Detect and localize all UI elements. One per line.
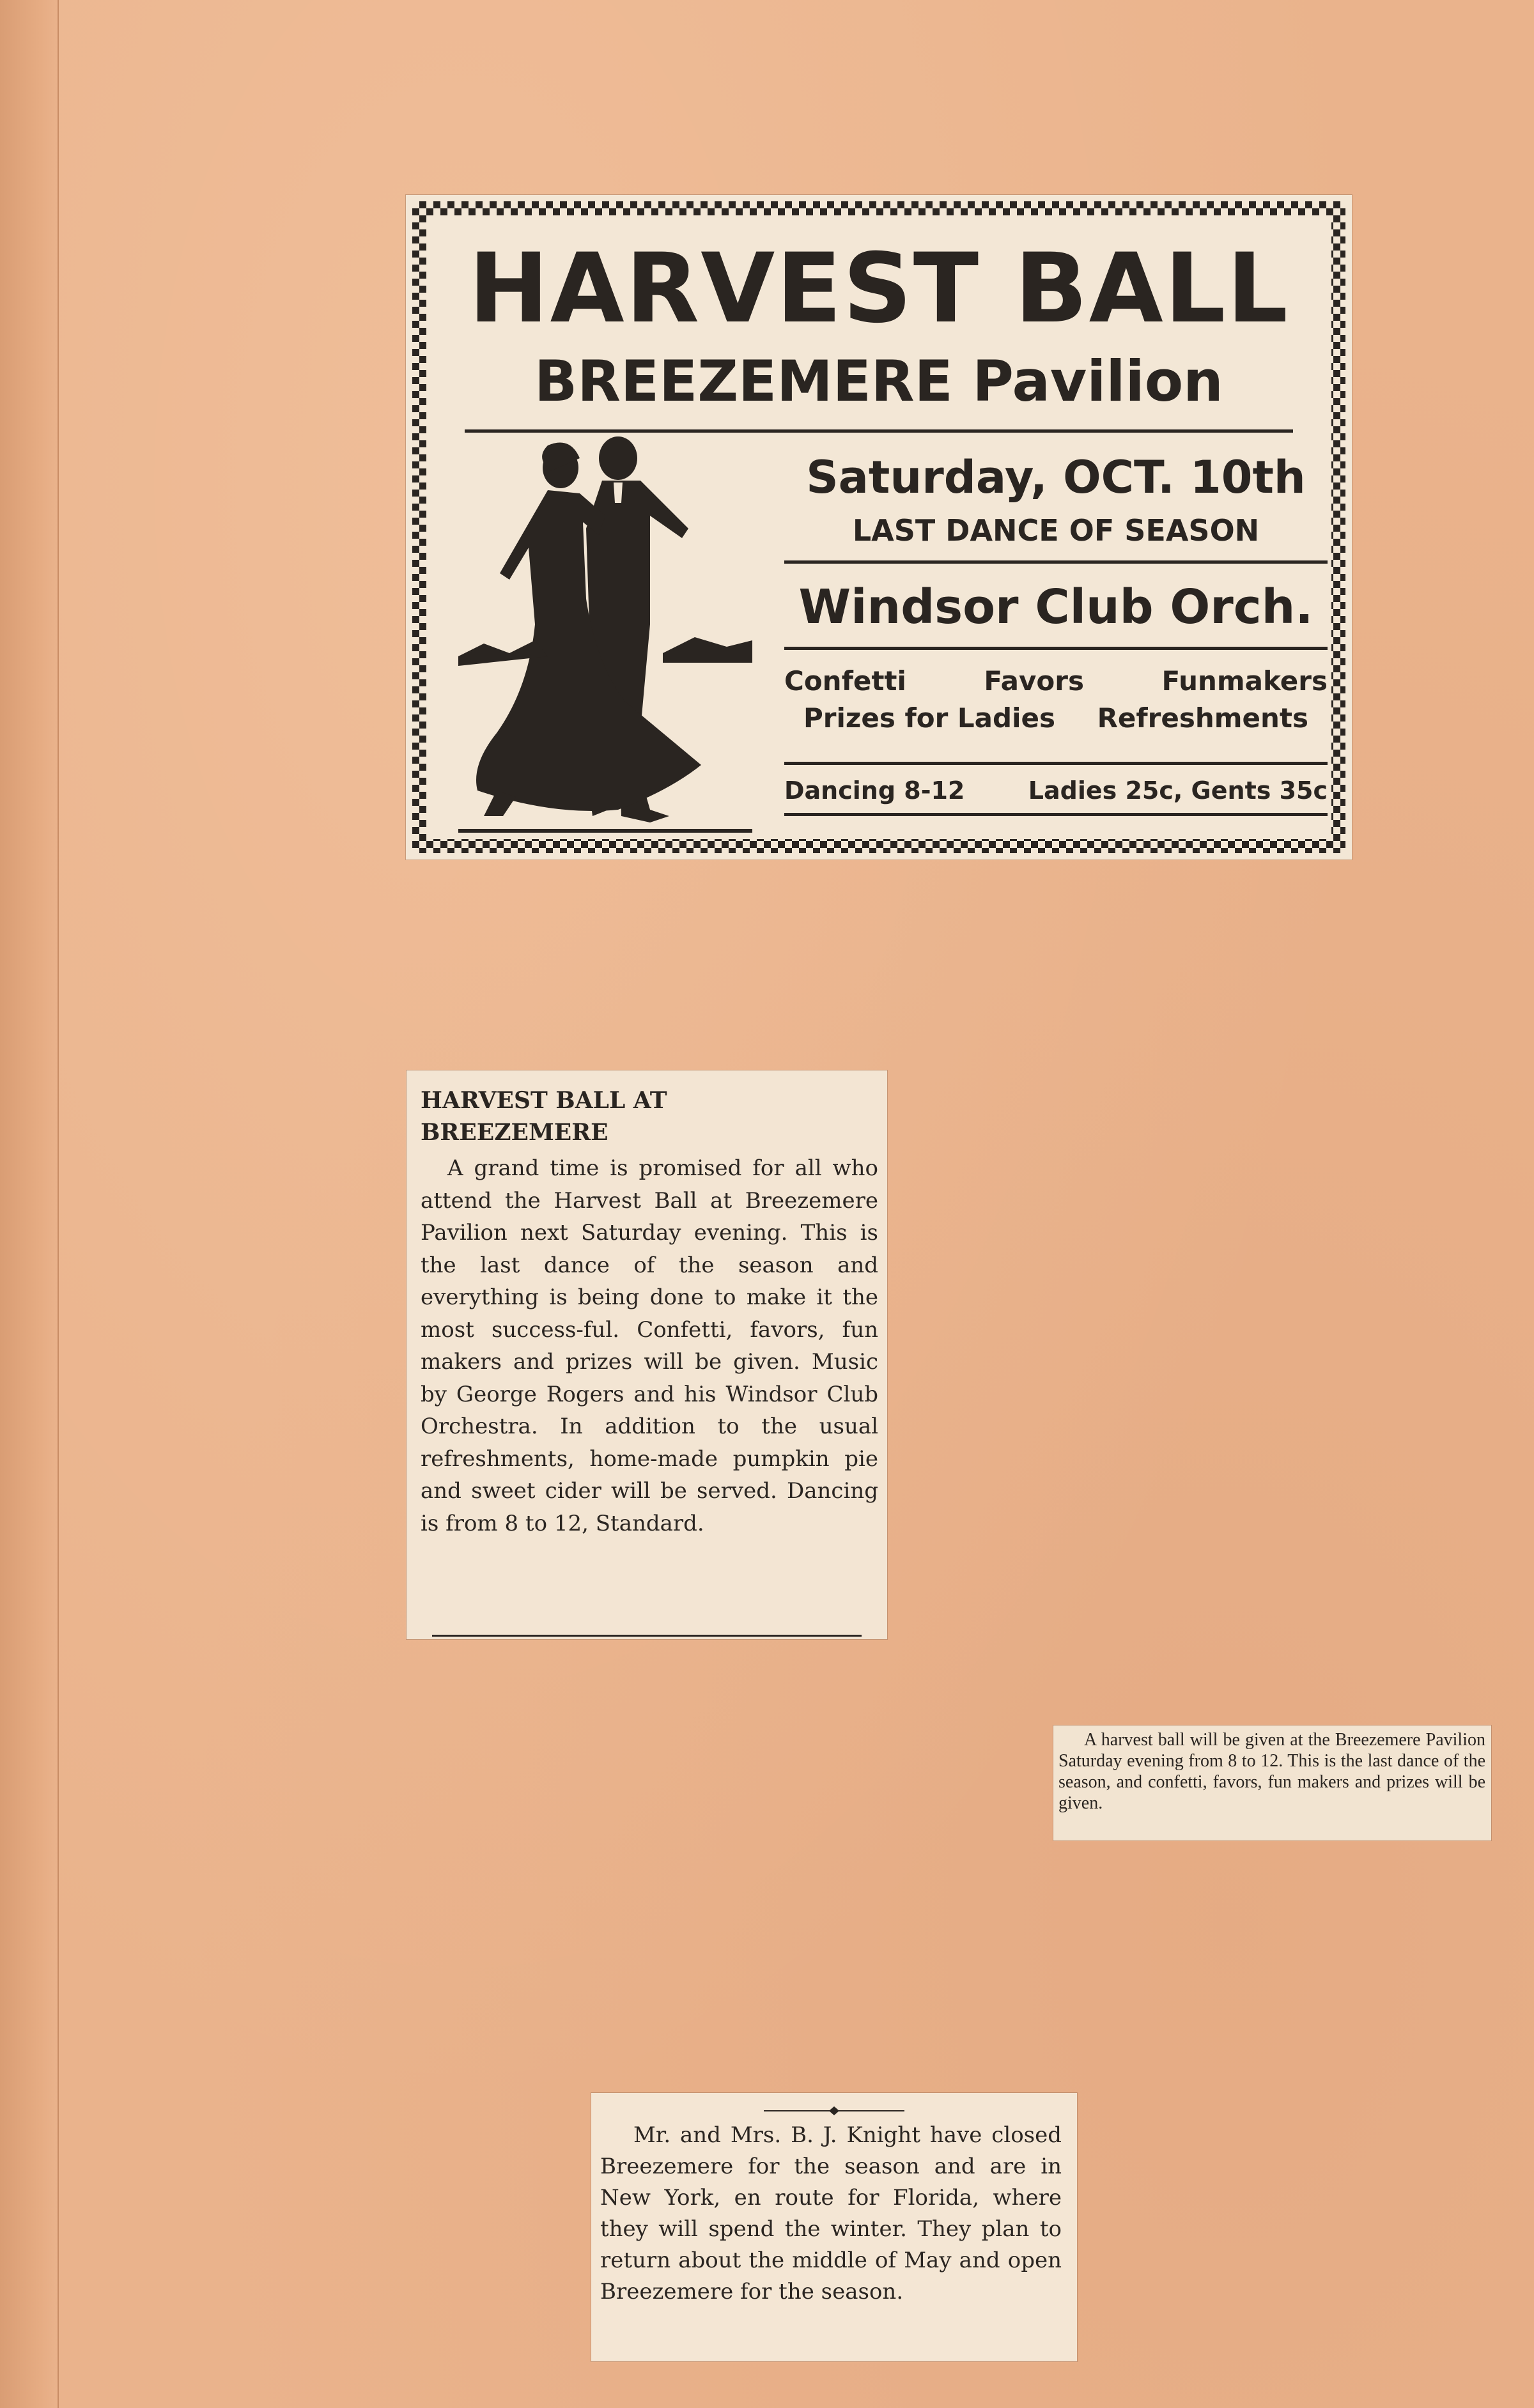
ad-hours: Dancing 8-12	[784, 776, 965, 805]
harvest-ball-brief	[1053, 1725, 1491, 1841]
dancing-couple-icon	[458, 433, 752, 842]
brief-paragraph: A harvest ball will be given at the Breezemere Pavilion Saturday evening from 8 to 12. This is the last dance of the season, and confetti, favors, fun makers and prizes will be given.	[1058, 1730, 1485, 1813]
ad-features	[784, 663, 1328, 737]
ad-rule	[784, 813, 1328, 816]
advertisement-panel	[426, 215, 1331, 839]
ad-feature: Confetti	[784, 665, 906, 697]
ornament-divider-icon	[764, 2104, 904, 2117]
ad-features-row-2	[784, 700, 1328, 737]
article-bottom-rule	[432, 1635, 862, 1637]
ad-feature: Funmakers	[1161, 665, 1328, 697]
harvest-ball-article	[407, 1070, 887, 1639]
ad-rule	[784, 762, 1328, 765]
ad-feature: Prizes for Ladies	[803, 702, 1055, 734]
ad-feature: Refreshments	[1097, 702, 1308, 734]
ad-orchestra: Windsor Club Orch.	[798, 580, 1313, 635]
ad-venue: BREEZEMERE Pavilion	[534, 348, 1223, 414]
ad-prices: Ladies 25c, Gents 35c	[1028, 776, 1328, 805]
ad-rule	[784, 647, 1328, 650]
article-body	[421, 1152, 878, 1540]
knight-notice	[591, 2093, 1077, 2361]
ad-features-row-1	[784, 663, 1328, 700]
article-headline	[421, 1084, 874, 1148]
harvest-ball-advertisement	[406, 195, 1352, 860]
ad-date: Saturday, OCT. 10th	[806, 451, 1306, 504]
ad-bottom-line	[784, 775, 1328, 807]
article-headline-line: BREEZEMERE	[421, 1119, 608, 1146]
article-headline-line: HARVEST BALL AT	[421, 1087, 667, 1114]
knight-paragraph: Mr. and Mrs. B. J. Knight have closed Breezemere for the season and are in New York, en route for Florida, where they will spend the winter. They plan to return about the middle of May and open Breezemere for the season.	[600, 2122, 1062, 2304]
binding-edge	[0, 0, 59, 2408]
article-paragraph: A grand time is promised for all who attend the Harvest Ball at Breezemere Pavilion next Saturday evening. This is the last dance of the season and everything is being done to make it the most success-ful. Confetti, favors, fun makers and prizes will be given. Music by George Rogers and his Windsor Club Orchestra. In addition to the usual refreshments, home-made pumpkin pie and sweet cider will be served. Dancing is from 8 to 12, Standard.	[421, 1155, 878, 1536]
ad-feature: Favors	[984, 665, 1084, 697]
ad-rule	[784, 560, 1328, 564]
ad-title: HARVEST BALL	[469, 233, 1289, 344]
ad-last-dance-note: LAST DANCE OF SEASON	[852, 513, 1260, 548]
